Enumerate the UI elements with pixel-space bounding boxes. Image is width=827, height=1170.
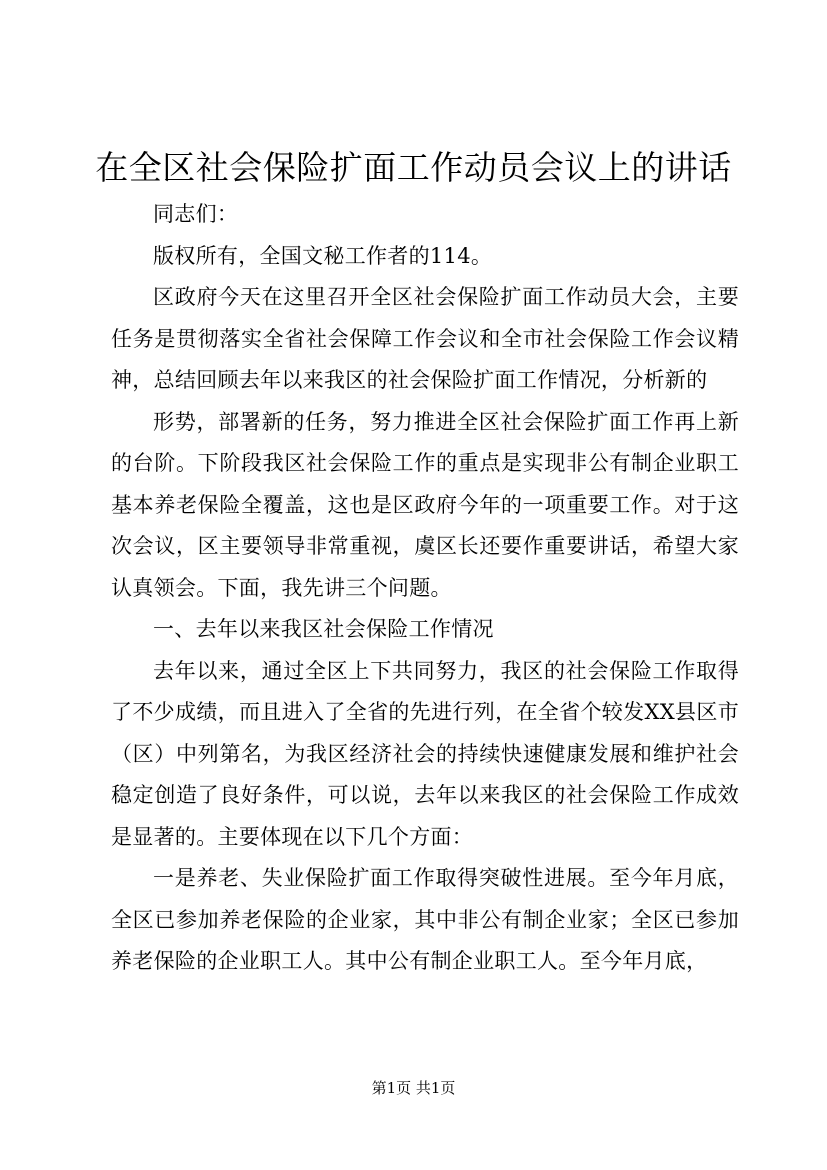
body-paragraph: 去年以来，通过全区上下共同努力，我区的社会保险工作取得了不少成绩，而且进入了全省的先进行列，在全省个较发XX县区市（区）中列第名，为我区经济社会的持续快速健康发展和维护社会稳定创造了良好条件，可以说，去年以来我区的社会保险工作成效是显著的。主要体现在以下几个方面： bbox=[111, 658, 739, 849]
salutation-paragraph: 同志们： bbox=[153, 202, 239, 226]
page-footer: 第1页 共1页 bbox=[371, 1079, 456, 1097]
document-title: 在全区社会保险扩面工作动员会议上的讲话 bbox=[95, 148, 732, 187]
section-heading: 一、去年以来我区社会保险工作情况 bbox=[153, 617, 494, 641]
body-paragraph: 一是养老、失业保险扩面工作取得突破性进展。至今年月底，全区已参加养老保险的企业家，其中非公有制企业家；全区已参加养老保险的企业职工人。其中公有制企业职工人。至今年月底， bbox=[111, 866, 739, 973]
document-body bbox=[111, 194, 739, 983]
body-paragraph: 区政府今天在这里召开全区社会保险扩面工作动员大会，主要任务是贯彻落实全省社会保障工作会议和全市社会保险工作会议精神，总结回顾去年以来我区的社会保险扩面工作情况，分析新的 bbox=[111, 285, 739, 392]
copyright-paragraph: 版权所有，全国文秘工作者的114。 bbox=[153, 243, 493, 268]
body-paragraph: 形势，部署新的任务，努力推进全区社会保险扩面工作再上新的台阶。下阶段我区社会保险工作的重点是实现非公有制企业职工基本养老保险全覆盖，这也是区政府今年的一项重要工作。对于这次会议，区主要领导非常重视，虞区长还要作重要讲话，希望大家认真领会。下面，我先讲三个问题。 bbox=[111, 409, 739, 600]
